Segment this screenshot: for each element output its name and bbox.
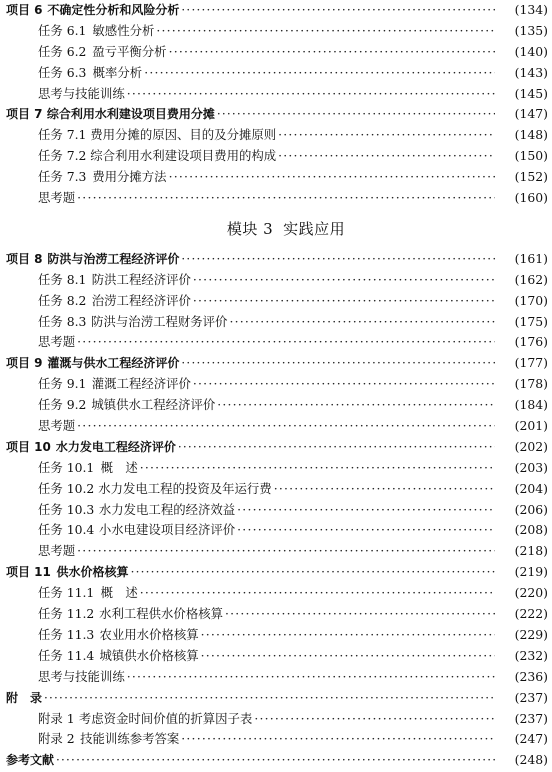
toc-entry-title: 附 录 — [6, 690, 43, 705]
toc-page-number: (177) — [514, 355, 548, 371]
toc-entry-row[interactable] — [0, 42, 552, 63]
toc-entry-code: 任务 8.3 — [38, 313, 87, 329]
toc-section-before — [0, 0, 552, 209]
toc-entry-row[interactable] — [0, 270, 552, 291]
toc-entry-row[interactable] — [0, 21, 552, 42]
toc-page-number: (219) — [514, 564, 548, 580]
toc-chapter-row[interactable] — [0, 437, 552, 458]
toc-entry-title: 技能训练参考答案 — [80, 731, 180, 747]
toc-entry-title: 小水电建设项目经济评价 — [98, 522, 236, 538]
toc-entry-title: 思考题 — [38, 334, 76, 350]
toc-entry-code: 任务 11.2 — [38, 606, 95, 622]
dot-leader — [193, 291, 495, 312]
dot-leader — [127, 667, 495, 688]
toc-entry-title: 治涝工程经济评价 — [91, 292, 191, 308]
dot-leader — [193, 374, 495, 395]
toc-page-number: (229) — [514, 626, 548, 642]
toc-entry-code: 任务 7.1 — [38, 127, 87, 143]
dot-leader — [274, 479, 495, 500]
dot-leader — [181, 353, 495, 374]
toc-chapter-row[interactable] — [0, 353, 552, 374]
dot-leader — [77, 541, 495, 562]
toc-entry-title: 思考题 — [38, 190, 76, 206]
toc-entry-row[interactable] — [0, 479, 552, 500]
dot-leader — [229, 312, 495, 333]
dot-leader — [144, 63, 495, 84]
toc-entry-code: 项目 10 — [6, 439, 51, 454]
toc-entry-row[interactable] — [0, 291, 552, 312]
toc-entry-code: 任务 10.3 — [38, 501, 95, 517]
toc-page-number: (184) — [514, 397, 548, 413]
toc-entry-code: 附录 2 — [38, 731, 75, 747]
toc-entry-code: 任务 8.1 — [38, 271, 87, 287]
toc-entry-code: 任务 6.2 — [38, 43, 87, 59]
dot-leader — [169, 167, 495, 188]
toc-entry-title: 概率分析 — [92, 64, 143, 80]
dot-leader — [44, 688, 495, 709]
toc-chapter-row[interactable] — [0, 688, 552, 709]
toc-entry-row[interactable] — [0, 646, 552, 667]
toc-entry-code: 项目 6 — [6, 3, 43, 17]
toc-page-number: (218) — [514, 543, 548, 559]
dot-leader — [217, 104, 495, 125]
toc-entry-row[interactable] — [0, 520, 552, 541]
toc-section-after — [0, 249, 552, 771]
dot-leader — [131, 562, 495, 583]
toc-page-number: (143) — [514, 64, 548, 80]
toc-entry-title: 防洪工程经济评价 — [91, 271, 191, 287]
toc-entry-title: 思考与技能训练 — [38, 668, 125, 684]
toc-entry-title: 参考文献 — [6, 753, 55, 768]
dot-leader — [140, 583, 495, 604]
toc-page-number: (202) — [514, 438, 548, 454]
dot-leader — [237, 520, 495, 541]
toc-entry-row[interactable] — [0, 188, 552, 209]
toc-entry-row[interactable] — [0, 395, 552, 416]
toc-entry-row[interactable] — [0, 84, 552, 105]
toc-entry-title: 敏感性分析 — [92, 22, 155, 38]
toc-entry-row[interactable] — [0, 416, 552, 437]
toc-page-number: (140) — [514, 43, 548, 59]
toc-entry-title: 防洪与治涝工程经济评价 — [47, 251, 180, 266]
dot-leader — [140, 458, 495, 479]
toc-entry-row[interactable] — [0, 332, 552, 353]
toc-entry-title: 防洪与治涝工程财务评价 — [91, 313, 228, 329]
toc-page-number: (247) — [514, 731, 548, 747]
dot-leader — [237, 500, 495, 521]
toc-entry-code: 任务 8.2 — [38, 292, 87, 308]
toc-entry-code: 任务 6.1 — [38, 22, 87, 38]
toc-entry-title: 思考与技能训练 — [38, 85, 125, 101]
toc-entry-code: 项目 8 — [6, 251, 43, 266]
toc-entry-title: 概 述 — [100, 585, 138, 601]
toc-entry-row[interactable] — [0, 625, 552, 646]
toc-page-number: (201) — [514, 418, 548, 434]
dot-leader — [201, 625, 495, 646]
toc-page-number: (232) — [514, 647, 548, 663]
toc-page-number: (237) — [514, 689, 548, 705]
toc-entry-row[interactable] — [0, 604, 552, 625]
toc-entry-title: 考虑资金时间价值的折算因子表 — [78, 710, 253, 726]
toc-entry-row[interactable] — [0, 500, 552, 521]
module-heading — [0, 209, 552, 249]
dot-leader — [193, 270, 495, 291]
toc-entry-title: 思考题 — [38, 418, 76, 434]
toc-entry-title: 城镇供水工程经济评价 — [91, 397, 216, 413]
toc-entry-row[interactable] — [0, 125, 552, 146]
toc-entry-code: 任务 9.2 — [38, 397, 87, 413]
toc-page-number: (236) — [514, 668, 548, 684]
toc-entry-row[interactable] — [0, 374, 552, 395]
toc-page-number: (222) — [514, 606, 548, 622]
toc-page-number: (135) — [514, 22, 548, 38]
toc-page-number: (161) — [514, 250, 548, 266]
toc-entry-title: 思考题 — [38, 543, 76, 559]
toc-page-number: (204) — [514, 480, 548, 496]
toc-page-number: (237) — [514, 710, 548, 726]
toc-chapter-row[interactable] — [0, 562, 552, 583]
dot-leader — [181, 0, 495, 21]
toc-chapter-row[interactable] — [0, 104, 552, 125]
dot-leader — [181, 249, 495, 270]
toc-entry-row[interactable] — [0, 667, 552, 688]
toc-page-number: (176) — [514, 334, 548, 350]
dot-leader — [254, 709, 495, 730]
toc-entry-title: 费用分摊方法 — [92, 169, 167, 185]
toc-page-number: (178) — [514, 376, 548, 392]
toc-entry-code: 任务 11.4 — [38, 647, 95, 663]
toc-chapter-row[interactable] — [0, 750, 552, 771]
toc-page-number: (170) — [514, 292, 548, 308]
toc-page-number: (206) — [514, 501, 548, 517]
toc-entry-code: 任务 10.2 — [38, 480, 95, 496]
toc-entry-code: 任务 6.3 — [38, 64, 87, 80]
dot-leader — [278, 125, 495, 146]
toc-chapter-row[interactable] — [0, 249, 552, 270]
toc-entry-title: 水力发电工程的投资及年运行费 — [98, 480, 272, 496]
dot-leader — [77, 188, 495, 209]
toc-entry-row[interactable] — [0, 167, 552, 188]
toc-entry-code: 任务 10.4 — [38, 522, 95, 538]
toc-page-number: (152) — [514, 169, 548, 185]
toc-page-number: (148) — [514, 127, 548, 143]
toc-entry-code: 附录 1 — [38, 710, 75, 726]
toc-page-number: (160) — [514, 190, 548, 206]
toc-page-number: (208) — [514, 522, 548, 538]
toc-entry-code: 项目 9 — [6, 356, 43, 371]
toc-entry-row[interactable] — [0, 63, 552, 84]
toc-page-number: (145) — [514, 85, 548, 101]
toc-entry-row[interactable] — [0, 312, 552, 333]
toc-entry-row[interactable] — [0, 583, 552, 604]
toc-entry-row[interactable] — [0, 541, 552, 562]
toc-entry-title: 综合利用水利建设项目费用分摊 — [46, 107, 215, 122]
dot-leader — [127, 84, 495, 105]
dot-leader — [181, 729, 495, 750]
toc-entry-row[interactable] — [0, 458, 552, 479]
toc-entry-title: 概 述 — [100, 459, 138, 475]
toc-page-number: (220) — [514, 585, 548, 601]
toc-entry-title: 灌溉与供水工程经济评价 — [47, 356, 180, 371]
toc-entry-code: 项目 7 — [6, 107, 43, 122]
toc-entry-title: 盈亏平衡分析 — [92, 43, 167, 59]
toc-page-number: (134) — [514, 2, 548, 17]
toc-entry-code: 项目 11 — [6, 565, 51, 580]
dot-leader — [56, 750, 495, 771]
toc-entry-title: 费用分摊的原因、目的及分摊原则 — [90, 127, 277, 143]
dot-leader — [217, 395, 495, 416]
toc-entry-title: 灌溉工程经济评价 — [91, 376, 191, 392]
dot-leader — [77, 416, 495, 437]
toc-entry-title: 水力发电工程的经济效益 — [98, 501, 236, 517]
module-label: 模块 3 — [226, 219, 274, 238]
toc-page-number: (147) — [514, 106, 548, 122]
toc-entry-title: 不确定性分析和风险分析 — [47, 3, 180, 17]
module-title: 实践应用 — [283, 219, 346, 238]
toc-entry-title: 农业用水价格核算 — [99, 626, 199, 642]
toc-page-number: (203) — [514, 459, 548, 475]
toc-page-number: (150) — [514, 148, 548, 164]
toc-entry-code: 任务 9.1 — [38, 376, 87, 392]
toc-entry-title: 城镇供水价格核算 — [99, 647, 199, 663]
dot-leader — [169, 42, 495, 63]
dot-leader — [178, 437, 495, 458]
toc-page-number: (175) — [514, 313, 548, 329]
toc-entry-code: 任务 11.3 — [38, 626, 95, 642]
toc-page-number: (248) — [514, 752, 548, 768]
toc-entry-row[interactable] — [0, 729, 552, 750]
toc-entry-title: 水利工程供水价格核算 — [99, 606, 223, 622]
toc-entry-title: 综合利用水利建设项目费用的构成 — [90, 148, 277, 164]
toc-entry-title: 水力发电工程经济评价 — [55, 439, 176, 454]
toc-entry-row[interactable] — [0, 709, 552, 730]
toc-entry-code: 任务 7.2 — [38, 148, 87, 164]
toc-page-number: (162) — [514, 271, 548, 287]
toc-chapter-row[interactable] — [0, 0, 552, 21]
toc-entry-code: 任务 11.1 — [38, 585, 95, 601]
dot-leader — [156, 21, 495, 42]
dot-leader — [278, 146, 495, 167]
dot-leader — [225, 604, 495, 625]
toc-entry-title: 供水价格核算 — [56, 565, 129, 580]
toc-entry-code: 任务 7.3 — [38, 169, 87, 185]
toc-entry-code: 任务 10.1 — [38, 459, 95, 475]
dot-leader — [77, 332, 495, 353]
toc-entry-row[interactable] — [0, 146, 552, 167]
dot-leader — [201, 646, 495, 667]
